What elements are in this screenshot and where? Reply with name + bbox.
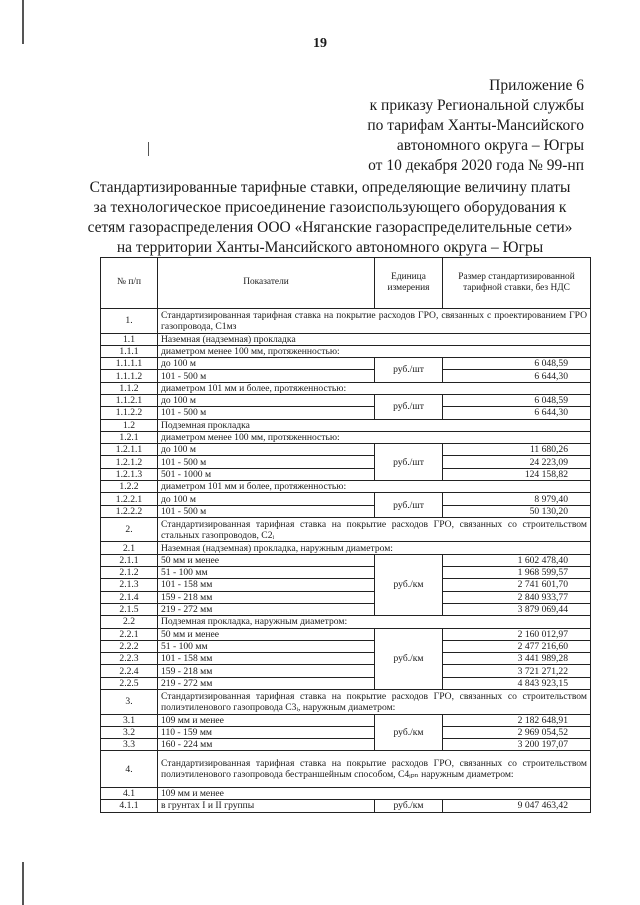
row-number: 3.3 bbox=[101, 739, 158, 751]
table-row bbox=[101, 419, 591, 431]
row-unit: руб./км bbox=[375, 628, 443, 689]
row-number: 1.2.1 bbox=[101, 431, 158, 443]
table-row bbox=[101, 431, 591, 443]
row-indicator: Наземная (надземная) прокладка, наружным диаметром: bbox=[158, 542, 591, 554]
table-row bbox=[101, 640, 591, 652]
row-indicator: Стандартизированная тарифная ставка на покрытие расходов ГРО, связанных со строительством полиэтиленового газопровода C3ᵢ, наружным диаметром: bbox=[158, 690, 591, 715]
table-row bbox=[101, 603, 591, 615]
row-number: 2.1.3 bbox=[101, 579, 158, 591]
table-row bbox=[101, 517, 591, 542]
row-value: 6 644,30 bbox=[443, 370, 591, 382]
row-indicator: до 100 м bbox=[158, 394, 375, 406]
appendix-line: от 10 декабря 2020 года № 99-нп bbox=[368, 157, 584, 174]
row-number: 2.2 bbox=[101, 616, 158, 628]
row-number: 1.2 bbox=[101, 419, 158, 431]
header-rate: Размер стандартизированной тарифной ставки, без НДС bbox=[443, 258, 591, 309]
row-indicator: Подземная прокладка bbox=[158, 419, 591, 431]
row-unit: руб./шт bbox=[375, 394, 443, 419]
row-indicator: 159 - 218 мм bbox=[158, 591, 375, 603]
table-row bbox=[101, 505, 591, 517]
row-value: 1 602 478,40 bbox=[443, 554, 591, 566]
row-number: 1.2.1.2 bbox=[101, 456, 158, 468]
row-number: 1.1.2.2 bbox=[101, 407, 158, 419]
row-indicator: 501 - 1000 м bbox=[158, 468, 375, 480]
appendix-line: к приказу Региональной службы bbox=[369, 97, 584, 114]
header-unit: Единица измерения bbox=[375, 258, 443, 309]
row-value: 1 968 599,57 bbox=[443, 567, 591, 579]
row-number: 2.2.5 bbox=[101, 677, 158, 689]
row-indicator: Подземная прокладка, наружным диаметром: bbox=[158, 616, 591, 628]
row-unit: руб./км bbox=[375, 714, 443, 751]
row-indicator: 109 мм и менее bbox=[158, 787, 591, 799]
row-number: 1.2.2.2 bbox=[101, 505, 158, 517]
scan-edge-mark bbox=[22, 862, 24, 905]
row-unit: руб./км bbox=[375, 554, 443, 615]
table-row bbox=[101, 333, 591, 345]
appendix-line: Приложение 6 bbox=[489, 77, 584, 94]
row-number: 2.1 bbox=[101, 542, 158, 554]
row-number: 2.2.4 bbox=[101, 665, 158, 677]
row-indicator: до 100 м bbox=[158, 444, 375, 456]
row-indicator: в грунтах I и II группы bbox=[158, 800, 375, 812]
table-row bbox=[101, 665, 591, 677]
row-indicator: 51 - 100 мм bbox=[158, 640, 375, 652]
table-row bbox=[101, 726, 591, 738]
table-row bbox=[101, 628, 591, 640]
table-row bbox=[101, 407, 591, 419]
row-number: 1. bbox=[101, 309, 158, 334]
row-value: 6 048,59 bbox=[443, 394, 591, 406]
table-row bbox=[101, 554, 591, 566]
row-indicator: Наземная (надземная) прокладка bbox=[158, 333, 591, 345]
row-number: 2.1.1 bbox=[101, 554, 158, 566]
row-indicator: Стандартизированная тарифная ставка на покрытие расходов ГРО, связанных со строительством стальных газопроводов, C2ᵢ bbox=[158, 517, 591, 542]
table-row bbox=[101, 800, 591, 812]
row-value: 2 477 216,60 bbox=[443, 640, 591, 652]
row-indicator: 101 - 158 мм bbox=[158, 653, 375, 665]
row-indicator: 101 - 500 м bbox=[158, 456, 375, 468]
row-value: 3 721 271,22 bbox=[443, 665, 591, 677]
header-indicator: Показатели bbox=[158, 258, 375, 309]
row-number: 1.1.1.1 bbox=[101, 358, 158, 370]
row-indicator: 109 мм и менее bbox=[158, 714, 375, 726]
row-number: 4. bbox=[101, 751, 158, 788]
row-value: 11 680,26 bbox=[443, 444, 591, 456]
row-value: 9 047 463,42 bbox=[443, 800, 591, 812]
table-row bbox=[101, 394, 591, 406]
table-row bbox=[101, 370, 591, 382]
row-value: 2 160 012,97 bbox=[443, 628, 591, 640]
table-row bbox=[101, 591, 591, 603]
title-line: сетям газораспределения ООО «Няганские газораспределительные сети» bbox=[87, 219, 573, 236]
row-number: 1.2.1.3 bbox=[101, 468, 158, 480]
row-number: 3.1 bbox=[101, 714, 158, 726]
row-indicator: диаметром менее 100 мм, протяженностью: bbox=[158, 431, 591, 443]
row-indicator: 101 - 158 мм bbox=[158, 579, 375, 591]
table-row bbox=[101, 345, 591, 357]
row-number: 3. bbox=[101, 690, 158, 715]
row-indicator: 101 - 500 м bbox=[158, 407, 375, 419]
table-row bbox=[101, 739, 591, 751]
row-value: 2 969 054,52 bbox=[443, 726, 591, 738]
row-indicator: Стандартизированная тарифная ставка на покрытие расходов ГРО, связанных со строительством полиэтиленового газопровода бестраншейным способом, C4ᵢₚₙ наружным диаметром: bbox=[158, 751, 591, 788]
table-row bbox=[101, 456, 591, 468]
table-row bbox=[101, 444, 591, 456]
header-num: № п/п bbox=[101, 258, 158, 309]
row-value: 24 223,09 bbox=[443, 456, 591, 468]
row-value: 2 840 933,77 bbox=[443, 591, 591, 603]
row-value: 8 979,40 bbox=[443, 493, 591, 505]
table-row bbox=[101, 714, 591, 726]
row-number: 1.1.2.1 bbox=[101, 394, 158, 406]
table-row bbox=[101, 481, 591, 493]
table-row bbox=[101, 542, 591, 554]
row-number: 3.2 bbox=[101, 726, 158, 738]
row-value: 6 644,30 bbox=[443, 407, 591, 419]
row-indicator: до 100 м bbox=[158, 493, 375, 505]
row-indicator: диаметром 101 мм и более, протяженностью: bbox=[158, 481, 591, 493]
table-row bbox=[101, 653, 591, 665]
row-number: 4.1.1 bbox=[101, 800, 158, 812]
row-number: 1.1.2 bbox=[101, 382, 158, 394]
row-number: 1.1.1 bbox=[101, 345, 158, 357]
tariff-table bbox=[100, 257, 591, 813]
table-row bbox=[101, 787, 591, 799]
title-line: Стандартизированные тарифные ставки, определяющие величину платы bbox=[89, 179, 571, 196]
row-value: 3 879 069,44 bbox=[443, 603, 591, 615]
row-number: 4.1 bbox=[101, 787, 158, 799]
row-number: 1.2.1.1 bbox=[101, 444, 158, 456]
table-row bbox=[101, 677, 591, 689]
row-indicator: 159 - 218 мм bbox=[158, 665, 375, 677]
table-row bbox=[101, 309, 591, 334]
table-row bbox=[101, 579, 591, 591]
row-number: 1.2.2 bbox=[101, 481, 158, 493]
row-indicator: диаметром 101 мм и более, протяженностью: bbox=[158, 382, 591, 394]
row-number: 2.1.2 bbox=[101, 567, 158, 579]
row-indicator: 101 - 500 м bbox=[158, 370, 375, 382]
row-indicator: диаметром менее 100 мм, протяженностью: bbox=[158, 345, 591, 357]
table-row bbox=[101, 493, 591, 505]
row-number: 1.2.2.1 bbox=[101, 493, 158, 505]
row-value: 3 441 989,28 bbox=[443, 653, 591, 665]
row-unit: руб./шт bbox=[375, 444, 443, 481]
appendix-header bbox=[284, 76, 584, 176]
row-unit: руб./км bbox=[375, 800, 443, 812]
row-indicator: 110 - 159 мм bbox=[158, 726, 375, 738]
table-row bbox=[101, 468, 591, 480]
row-number: 1.1 bbox=[101, 333, 158, 345]
table-row bbox=[101, 567, 591, 579]
appendix-line: по тарифам Ханты-Мансийского bbox=[367, 117, 584, 134]
row-unit: руб./шт bbox=[375, 358, 443, 383]
row-value: 124 158,82 bbox=[443, 468, 591, 480]
row-number: 1.1.1.2 bbox=[101, 370, 158, 382]
table-row bbox=[101, 358, 591, 370]
scan-edge-mark bbox=[148, 142, 149, 156]
row-indicator: 219 - 272 мм bbox=[158, 677, 375, 689]
row-indicator: 160 - 224 мм bbox=[158, 739, 375, 751]
row-indicator: 51 - 100 мм bbox=[158, 567, 375, 579]
row-indicator: 50 мм и менее bbox=[158, 554, 375, 566]
appendix-line: автономного округа – Югры bbox=[396, 137, 584, 154]
table-row bbox=[101, 382, 591, 394]
row-value: 3 200 197,07 bbox=[443, 739, 591, 751]
row-value: 2 741 601,70 bbox=[443, 579, 591, 591]
table-row bbox=[101, 690, 591, 715]
row-indicator: до 100 м bbox=[158, 358, 375, 370]
title-line: на территории Ханты-Мансийского автономного округа – Югры bbox=[116, 239, 544, 256]
row-value: 50 130,20 bbox=[443, 505, 591, 517]
page-number: 19 bbox=[313, 36, 327, 51]
row-value: 4 843 923,15 bbox=[443, 677, 591, 689]
row-indicator: 219 - 272 мм bbox=[158, 603, 375, 615]
table-row bbox=[101, 751, 591, 788]
row-unit: руб./шт bbox=[375, 493, 443, 518]
row-number: 2.1.5 bbox=[101, 603, 158, 615]
table-body bbox=[101, 309, 591, 813]
table-row bbox=[101, 616, 591, 628]
title-line: за технологическое присоединение газоиспользующего оборудования к bbox=[93, 199, 567, 216]
document-title bbox=[70, 178, 590, 258]
row-value: 2 182 648,91 bbox=[443, 714, 591, 726]
row-number: 2.2.1 bbox=[101, 628, 158, 640]
row-indicator: Стандартизированная тарифная ставка на покрытие расходов ГРО, связанных с проектированием ГРО газопровода, C1мз bbox=[158, 309, 591, 334]
row-number: 2.1.4 bbox=[101, 591, 158, 603]
row-number: 2. bbox=[101, 517, 158, 542]
row-indicator: 50 мм и менее bbox=[158, 628, 375, 640]
row-indicator: 101 - 500 м bbox=[158, 505, 375, 517]
row-number: 2.2.2 bbox=[101, 640, 158, 652]
table-header-row bbox=[101, 258, 591, 309]
row-value: 6 048,59 bbox=[443, 358, 591, 370]
row-number: 2.2.3 bbox=[101, 653, 158, 665]
